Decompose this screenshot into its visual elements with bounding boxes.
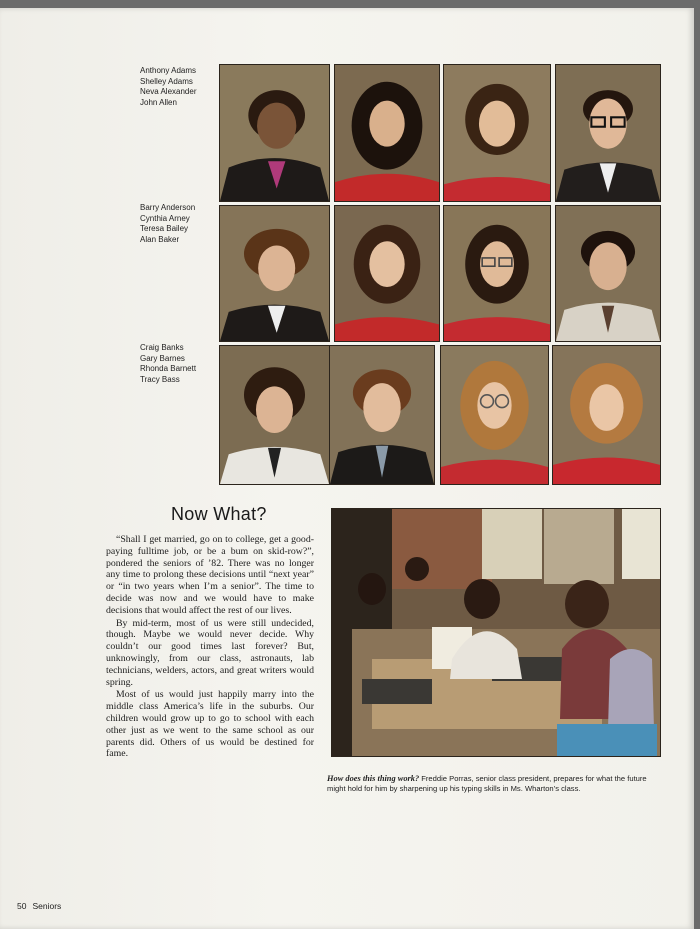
student-name: Gary Barnes xyxy=(140,353,185,363)
article-body xyxy=(106,534,314,761)
portrait-photo xyxy=(555,64,661,202)
photo-caption xyxy=(327,774,657,793)
section-name: Seniors xyxy=(32,901,62,911)
student-name: Alan Baker xyxy=(140,234,180,244)
portrait-photo xyxy=(219,345,330,485)
page-folio xyxy=(17,901,61,911)
portrait-photo xyxy=(552,345,661,485)
student-name: Neva Alexander xyxy=(140,87,197,96)
article-paragraph: By mid-term, most of us were still undecided, though. Maybe we would never decide. Why couldn’t our good times last forever? But, unknowingly, from our class, astronauts, lab technicians, welders, actors, and great writers would spring. xyxy=(106,617,314,688)
portrait-photo xyxy=(334,64,440,202)
portrait-photo xyxy=(334,205,440,342)
page-number: 50 xyxy=(17,901,27,911)
student-name: Craig Banks xyxy=(140,343,184,352)
name-list-row-3 xyxy=(140,343,216,385)
article-headline: Now What? xyxy=(171,504,267,524)
student-name: Teresa Bailey xyxy=(140,224,189,233)
name-list-row-2 xyxy=(140,203,216,245)
student-name: Rhonda Barnett xyxy=(140,364,197,373)
classroom-photo xyxy=(331,508,661,757)
caption-lead: How does this thing work? xyxy=(327,774,420,783)
student-name: John Allen xyxy=(140,97,177,107)
portrait-photo xyxy=(219,205,330,342)
portrait-photo xyxy=(555,205,661,342)
student-name: Shelley Adams xyxy=(140,76,193,86)
article-paragraph: “Shall I get married, go on to college, get a good-paying fulltime job, or be a bum on skid-row?”, pondered the seniors of ’82. There was no longer any time to prolong these decisions until “next year” or “in two years when I’m a senior”. The time to decide was now and we would have to make decisions that would affect the rest of our lives. xyxy=(106,534,314,616)
portrait-photo xyxy=(219,64,330,202)
portrait-photo xyxy=(329,345,435,485)
caption-text: Freddie Porras, senior class president, prepares for what the future might hold for him by sharpening up his typing skills in Ms. Wharton’s class. xyxy=(327,774,647,793)
article-paragraph: Most of us would just happily marry into the middle class America’s life in the suburbs. Our children would grow up to go to school with each other just as we went to the same school as our parents did. Others of us would be destined for fame. xyxy=(106,689,314,760)
portrait-photo xyxy=(440,345,549,485)
student-name: Tracy Bass xyxy=(140,374,180,384)
name-list-row-1 xyxy=(140,66,216,108)
yearbook-page xyxy=(0,8,694,929)
portrait-photo xyxy=(443,64,551,202)
student-name: Anthony Adams xyxy=(140,66,197,75)
student-name: Cynthia Arney xyxy=(140,213,190,223)
student-name: Barry Anderson xyxy=(140,203,196,212)
portrait-photo xyxy=(443,205,551,342)
